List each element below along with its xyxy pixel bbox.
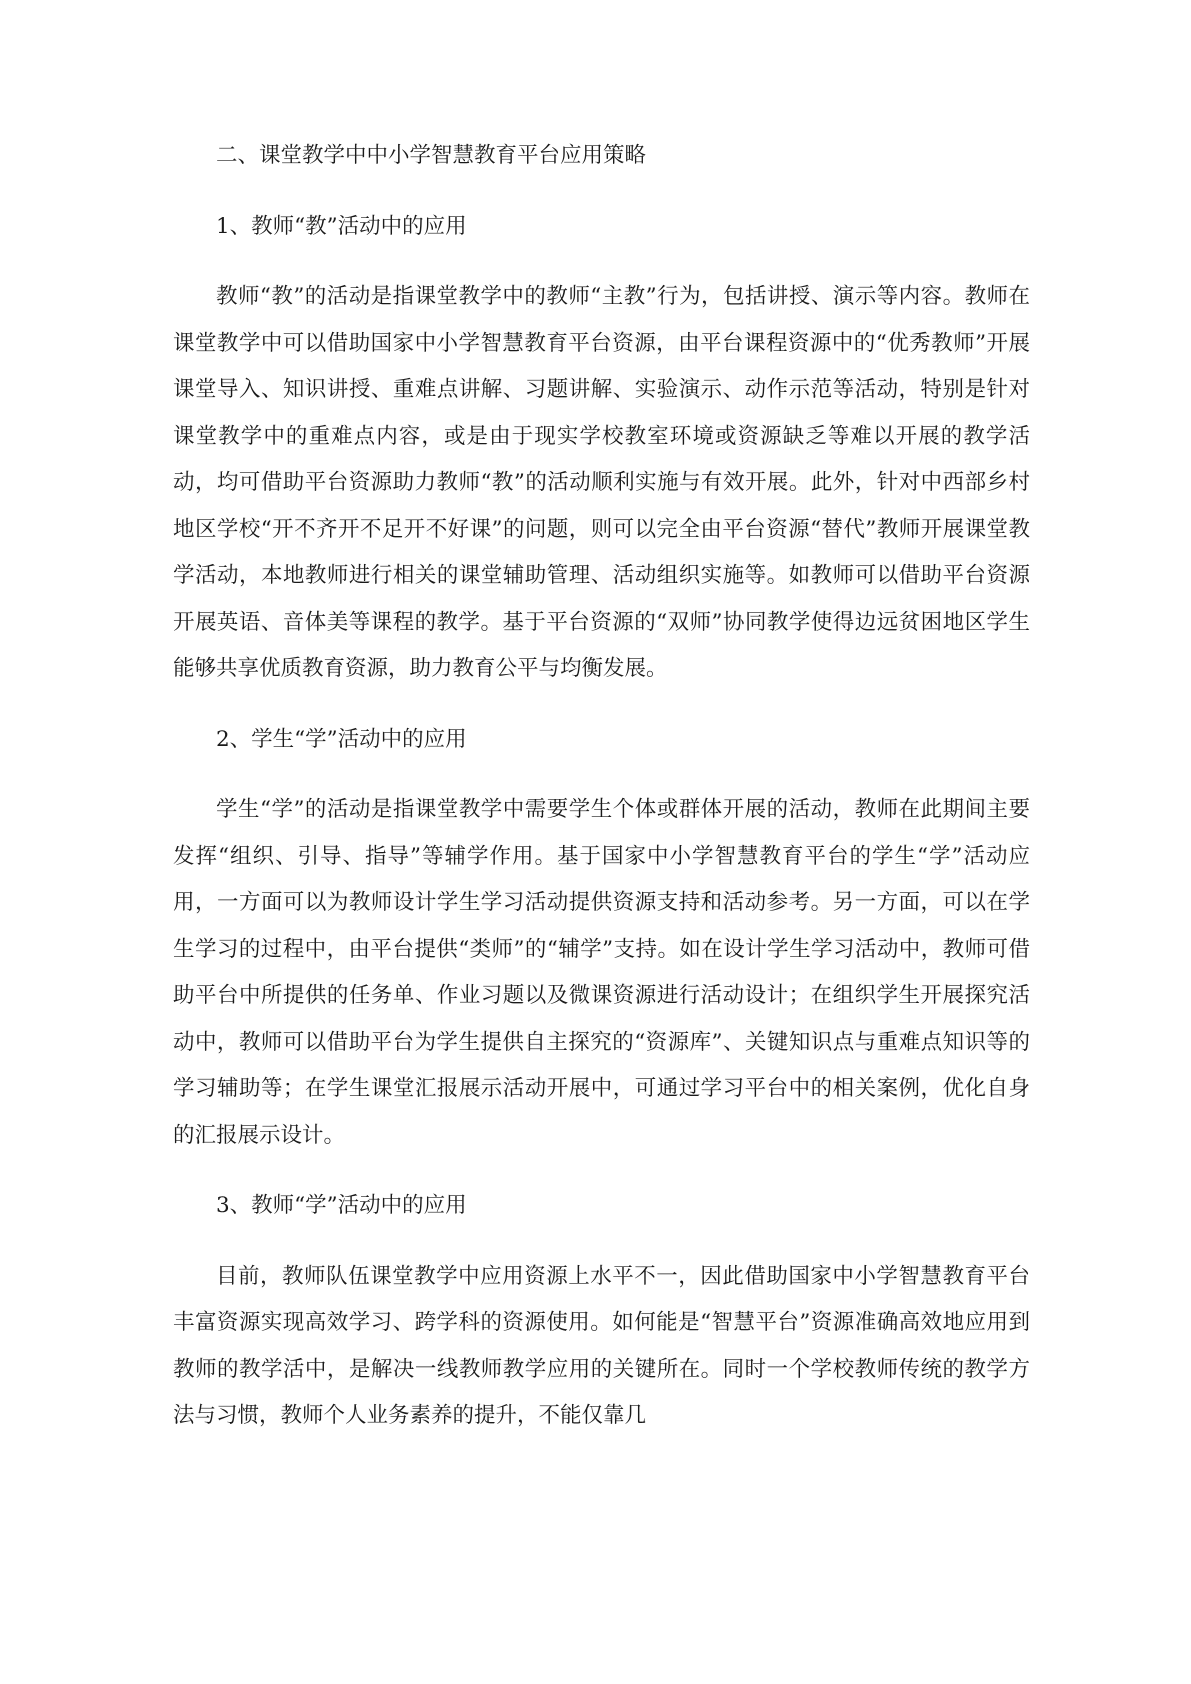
section-title: 二、课堂教学中中小学智慧教育平台应用策略 [216,143,647,168]
subsection-paragraph-1: 教师“教”的活动是指课堂教学中的教师“主教”行为，包括讲授、演示等内容。教师在课堂教学中可以借助国家中小学智慧教育平台资源，由平台课程资源中的“优秀教师”开展课堂导入、知识讲授、重难点讲解、习题讲解、实验演示、动作示范等活动，特别是针对课堂教学中的重难点内容，或是由于现实学校教室环境或资源缺乏等难以开展的教学活动，均可借助平台资源助力教师“教”的活动顺利实施与有效开展。此外，针对中西部乡村地区学校“开不齐开不足开不好课”的问题，则可以完全由平台资源“替代”教师开展课堂教学活动，本地教师进行相关的课堂辅助管理、活动组织实施等。如教师可以借助平台资源开展英语、音体美等课程的教学。基于平台资源的“双师”协同教学使得边远贫困地区学生能够共享优质教育资源，助力教育公平与均衡发展。 [173,284,1030,681]
subsection-paragraph-3: 目前，教师队伍课堂教学中应用资源上水平不一，因此借助国家中小学智慧教育平台丰富资源实现高效学习、跨学科的资源使用。如何能是“智慧平台”资源准确高效地应用到教师的教学活中，是解决一线教师教学应用的关键所在。同时一个学校教师传统的教学方法与习惯，教师个人业务素养的提升，不能仅靠几 [173,1263,1030,1428]
subsection-paragraph-2: 学生“学”的活动是指课堂教学中需要学生个体或群体开展的活动，教师在此期间主要发挥“组织、引导、指导”等辅学作用。基于国家中小学智慧教育平台的学生“学”活动应用，一方面可以为教师设计学生学习活动提供资源支持和活动参考。另一方面，可以在学生学习的过程中，由平台提供“类师”的“辅学”支持。如在设计学生学习活动中，教师可借助平台中所提供的任务单、作业习题以及微课资源进行活动设计；在组织学生开展探究活动中，教师可以借助平台为学生提供自主探究的“资源库”、关键知识点与重难点知识等的学习辅助等；在学生课堂汇报展示活动开展中，可通过学习平台中的相关案例，优化自身的汇报展示设计。 [173,797,1030,1148]
subsection-heading-2: 2、学生“学”活动中的应用 [216,726,467,752]
subsection-heading-3: 3、教师“学”活动中的应用 [216,1193,467,1218]
subsection-heading-1: 1、教师“教”活动中的应用 [216,213,467,239]
document-body [173,133,1030,1464]
